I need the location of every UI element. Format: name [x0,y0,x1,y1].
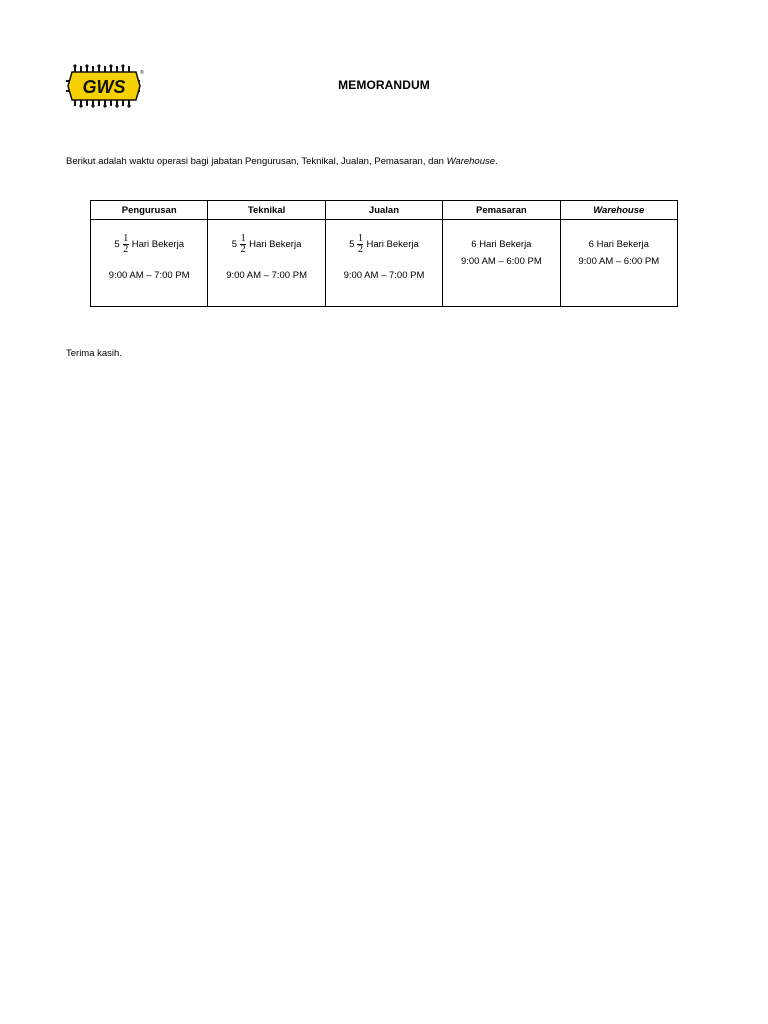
svg-text:GWS: GWS [82,77,126,97]
working-hours: 9:00 AM – 7:00 PM [226,270,307,281]
header-teknikal: Teknikal [208,201,325,220]
closing-text: Terima kasih. [66,348,122,359]
table-header-row [91,201,678,220]
working-hours: 9:00 AM – 7:00 PM [343,270,425,281]
days-worked: 6 Hari Bekerja [588,238,649,250]
intro-text: Berikut adalah waktu operasi bagi jabatan Pengurusan, Teknikal, Jualan, Pemasaran, dan [66,156,447,167]
days-worked: 5 $\frac{1}{2}$ Hari Bekerja [231,232,302,255]
table-row [91,220,678,307]
days-worked: 5 $\frac{1}{2}$ Hari Bekerja [349,232,419,255]
operating-hours-table [90,200,678,307]
header-pengurusan: Pengurusan [91,201,208,220]
header-warehouse: Warehouse [560,201,677,220]
fraction: $\frac{1}{2}$ [123,232,129,255]
cell-pemasaran [443,220,560,307]
cell-teknikal [208,220,325,307]
working-hours: 9:00 AM – 6:00 PM [460,256,542,267]
cell-pengurusan [91,220,208,307]
working-hours: 9:00 AM – 7:00 PM [108,270,190,281]
intro-end: . [495,156,498,167]
days-worked: 5 $\frac{1}{2}$ Hari Bekerja [114,232,184,255]
fraction: $\frac{1}{2}$ [357,232,363,255]
page-title: MEMORANDUM [338,78,430,92]
header-jualan: Jualan [325,201,442,220]
days-worked: 6 Hari Bekerja [471,238,532,250]
working-hours: 9:00 AM – 6:00 PM [578,256,660,267]
cell-warehouse [560,220,677,307]
header-pemasaran: Pemasaran [443,201,560,220]
cell-jualan [325,220,442,307]
intro-paragraph [66,156,498,167]
fraction: $\frac{1}{2}$ [240,232,246,255]
svg-text:®: ® [140,70,144,76]
intro-emphasis: Warehouse [446,156,496,167]
